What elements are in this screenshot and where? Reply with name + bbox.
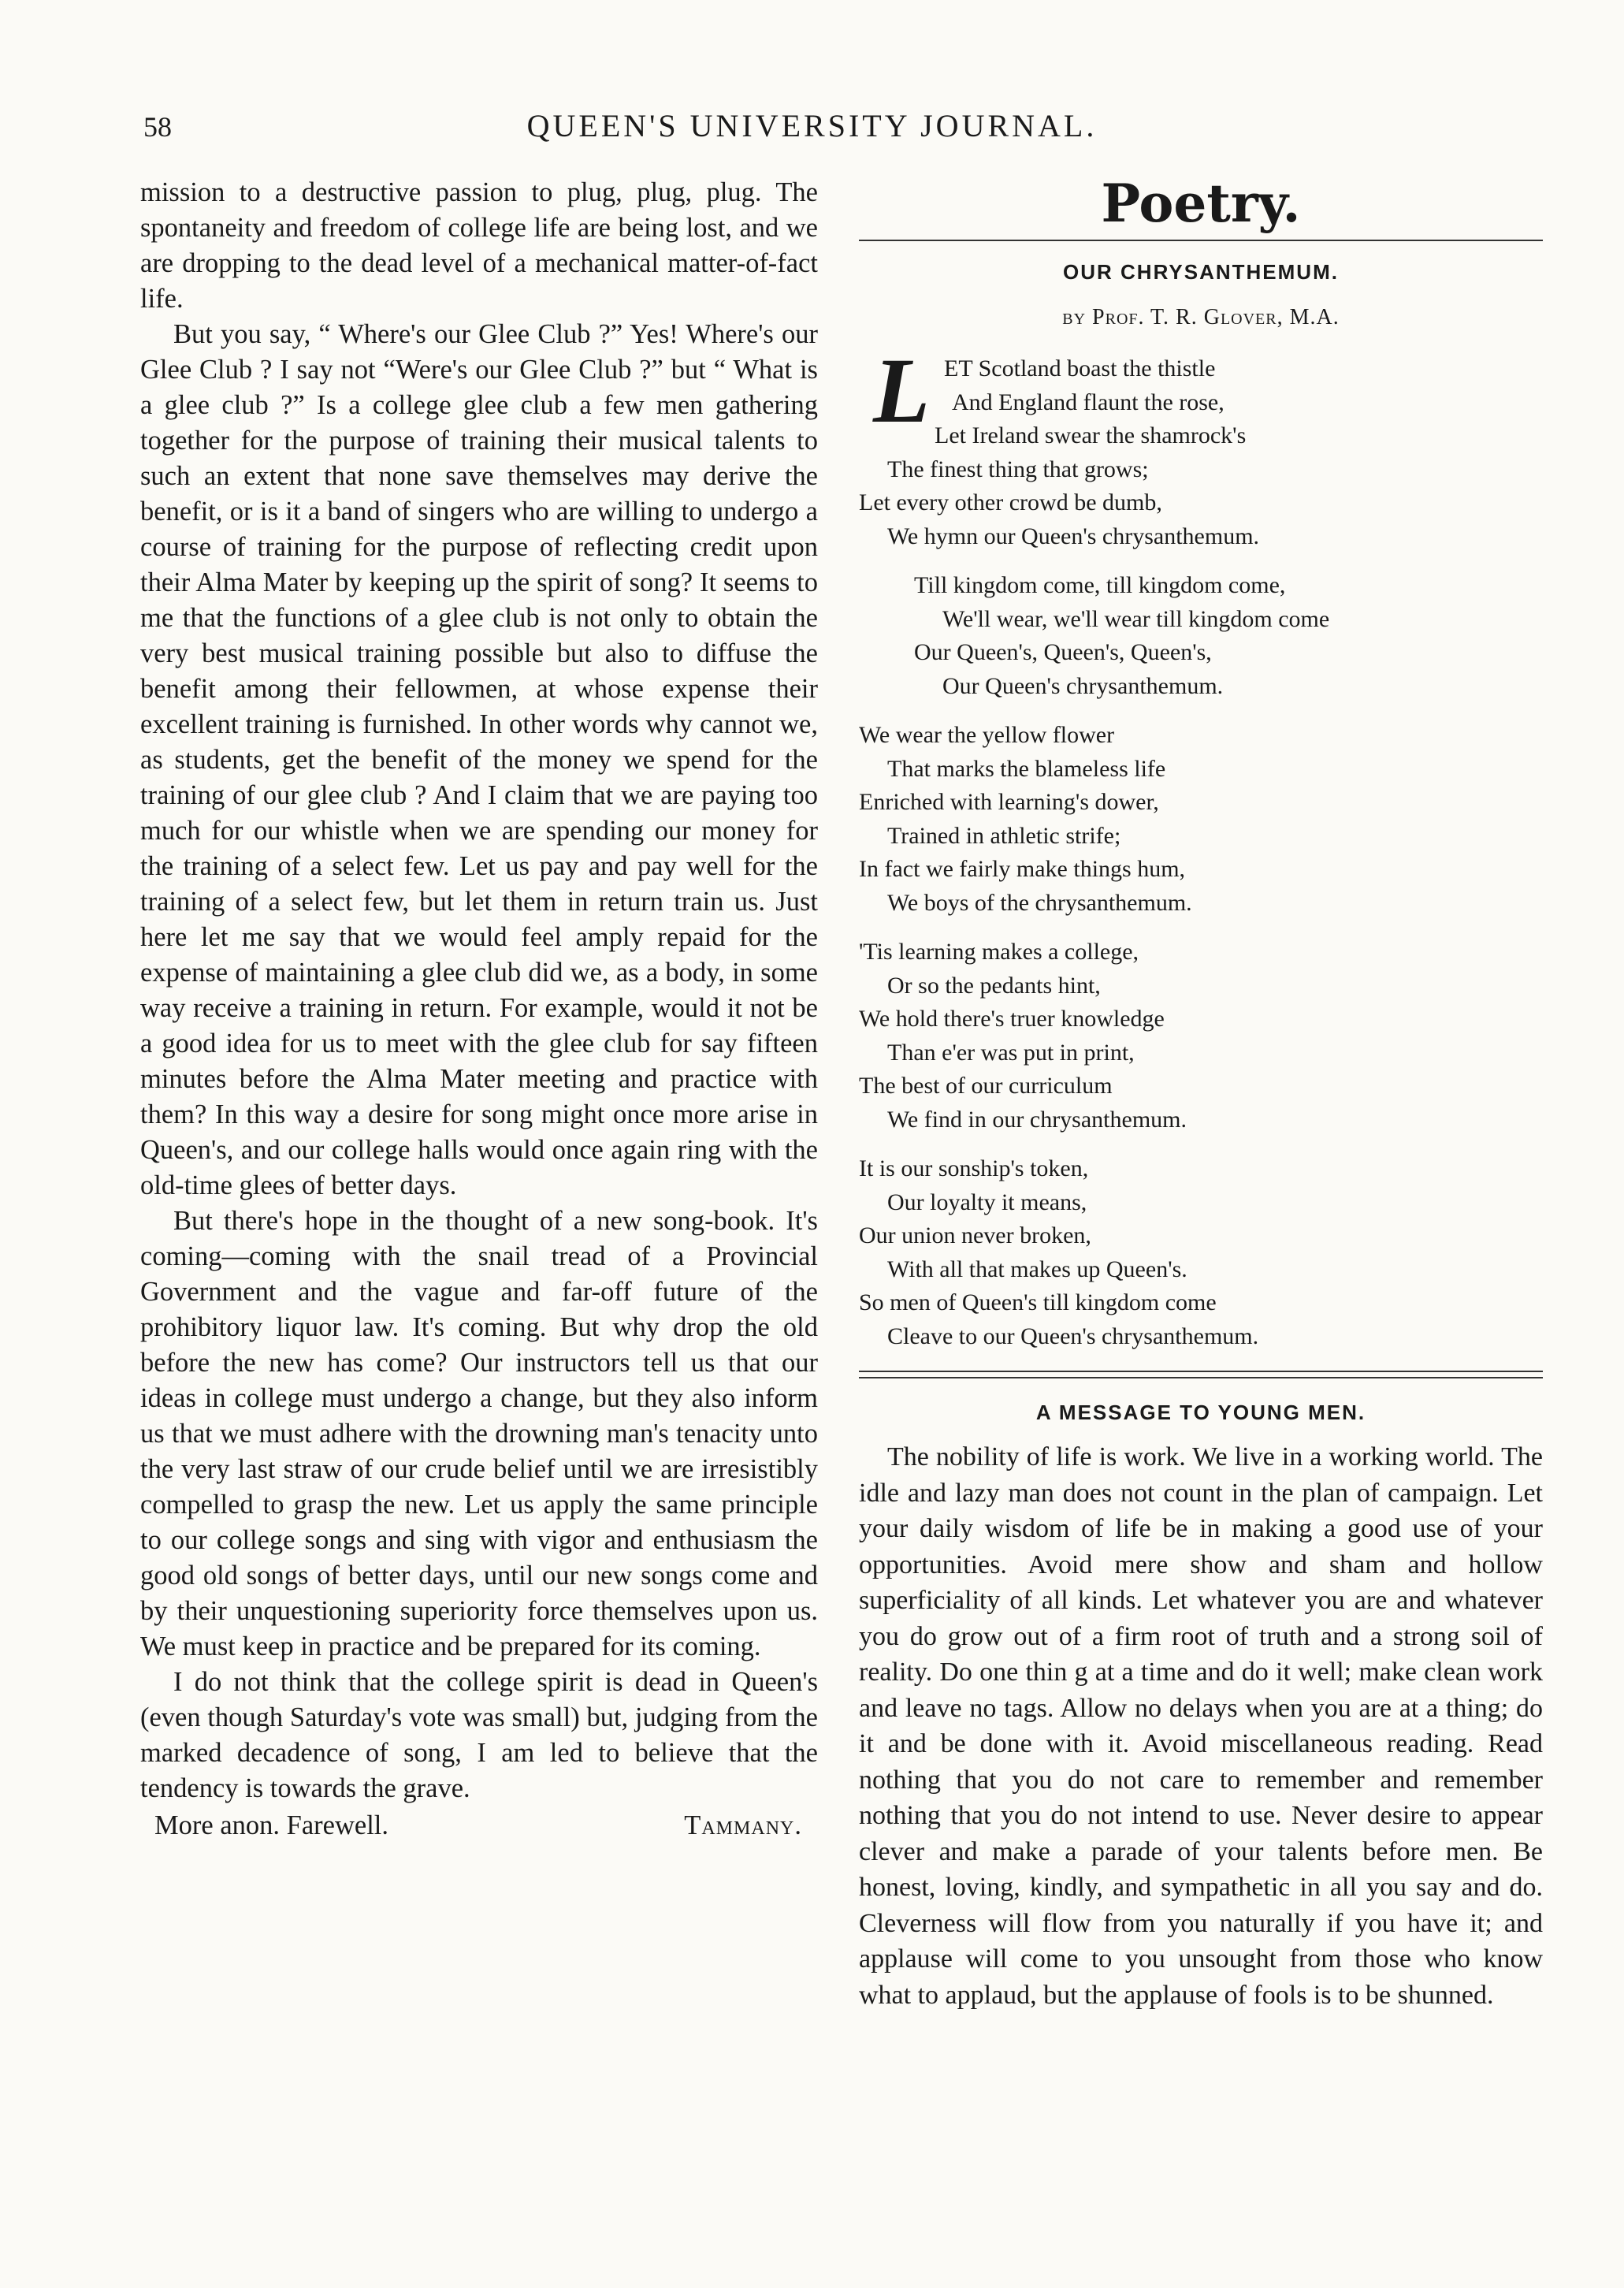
poem-line: We hold there's truer knowledge	[859, 1006, 1165, 1032]
journal-title: QUEEN'S UNIVERSITY JOURNAL.	[526, 108, 1098, 143]
poem-line: With all that makes up Queen's.	[887, 1256, 1187, 1282]
poem-line: Our loyalty it means,	[887, 1189, 1087, 1215]
poem-line: The finest thing that grows;	[887, 456, 1149, 482]
left-column	[140, 175, 818, 1843]
closing-text: More anon. Farewell.	[154, 1810, 388, 1840]
poem	[859, 339, 1543, 1353]
poem-line: Our Queen's chrysanthemum.	[942, 672, 1224, 699]
poem-line: And England flaunt the rose,	[952, 389, 1225, 415]
poem-line: So men of Queen's till kingdom come	[859, 1289, 1217, 1315]
stanza	[859, 1152, 1543, 1353]
poem-line: We find in our chrysanthemum.	[887, 1106, 1187, 1133]
page-number: 58	[143, 111, 172, 143]
section-heading: Poetry.	[1101, 173, 1301, 234]
poem-line: We wear the yellow flower	[859, 722, 1115, 748]
article-body: The nobility of life is work. We live in a working world. The idle and lazy man does not count in the plan of campaign. Let your daily wisdom of life be in making a good use of your opportunities. Avoid mere show and sham and hollow superficiality of all kinds. Let whatever you are and whatever you do grow out of a firm root of truth and a strong soil of reality. Do one thin g at a time and do it well; make clean work and leave no tags. Allow no delays when you are at a thing; do it and be done with it. Avoid miscellaneous reading. Read nothing that you do not care to remember and remember nothing that you do not intend to use. Never desire to appear clever and make a parade of your talents before men. Be honest, loving, kindly, and sympathetic in all you say and do. Cleverness will flow from you naturally if you have it; and applause will come to you unsought from those who know what to applaud, but the applause of fools is to be shunned.	[859, 1442, 1543, 2010]
paragraph: But you say, “ Where's our Glee Club ?” Yes! Where's our Glee Club ? I say not “Were's our Glee Club ?” but “ What is a glee club ?” Is a college glee club a few men gathering together for the purpose of training their musical talents to such an extent that none save themselves may derive the benefit, or is it a band of singers who are willing to undergo a course of training for the purpose of reflecting credit upon their Alma Mater by keeping up the spirit of song? It seems to me that the functions of a glee club is not only to obtain the very best musical training possible but also to diffuse the benefit among their fellowmen, at whose expense their excellent training is furnished. In other words why cannot we, as students, get the benefit of the money we spend for the training of our glee club ? And I claim that we are paying too much for our whistle when we are spending our money for the training of a select few. Let us pay and pay well for the training of a select few, but let them in return train us. Just here let me say that we would feel amply repaid for the expense of maintaining a glee club did we, as a body, in some way receive a training in return. For example, would it not be a good idea for us to meet with the glee club for say fifteen minutes before the Alma Mater meeting and practice with them? In this way a desire for song might once more arise in Queen's, and our college halls would once again ring with the old-time glees of better days.	[140, 319, 818, 1200]
poem-line: Trained in athletic strife;	[887, 822, 1121, 849]
poem-line: Cleave to our Queen's chrysanthemum.	[887, 1323, 1259, 1349]
paragraph: mission to a destructive passion to plug, plug, plug. The spontaneity and freedom of college life are being lost, and we are dropping to the dead level of a mechanical matter-of-fact life.	[140, 177, 818, 314]
poem-line: Till kingdom come, till kingdom come,	[914, 572, 1286, 598]
poem-line: 'Tis learning makes a college,	[859, 939, 1139, 965]
drop-cap: L	[873, 339, 931, 442]
poem-line: Let every other crowd be dumb,	[859, 489, 1162, 515]
paragraph: I do not think that the college spirit is dead in Queen's (even though Saturday's vote was small) but, judging from the marked decadence of song, I am led to believe that the tendency is towards the grave.	[140, 1667, 818, 1803]
stanza	[859, 569, 1543, 703]
poem-line: We boys of the chrysanthemum.	[887, 889, 1192, 916]
signoff	[140, 1808, 818, 1843]
poem-title: OUR CHRYSANTHEMUM.	[1063, 260, 1339, 284]
poem-line: The best of our curriculum	[859, 1073, 1113, 1099]
poem-line: Than e'er was put in print,	[887, 1039, 1135, 1066]
stanza	[859, 719, 1543, 920]
stanza	[859, 936, 1543, 1137]
poem-line: Enriched with learning's dower,	[859, 789, 1159, 815]
poem-line: Our Queen's, Queen's, Queen's,	[914, 639, 1212, 665]
poem-byline: by Prof. T. R. Glover, M.A.	[1062, 305, 1340, 329]
poem-line: Our union never broken,	[859, 1222, 1091, 1248]
article-title: A MESSAGE TO YOUNG MEN.	[1035, 1401, 1366, 1424]
signature: Tammany.	[684, 1810, 802, 1840]
stanza	[859, 352, 1543, 553]
poem-line: We hymn our Queen's chrysanthemum.	[887, 523, 1260, 549]
poem-line: In fact we fairly make things hum,	[859, 856, 1186, 882]
poem-line: Or so the pedants hint,	[887, 972, 1101, 999]
double-divider	[859, 1371, 1543, 1378]
divider	[859, 240, 1543, 241]
poem-line: Let Ireland swear the shamrock's	[935, 422, 1247, 448]
right-column	[859, 175, 1543, 2013]
paragraph: But there's hope in the thought of a new song-book. It's coming—coming with the snail tread of a Provincial Government and the vague and far-off future of the prohibitory liquor law. It's coming. But why drop the old before the new has come? Our instructors tell us that our ideas in college must undergo a change, but they also inform us that we must adhere with the drowning man's tenacity unto the very last straw of our crude belief until we are irresistibly compelled to grasp the new. Let us apply the same principle to our college songs and sing with vigor and enthusiasm the good old songs of better days, until our new songs come and by their unquestioning superiority force themselves upon us. We must keep in practice and be prepared for its coming.	[140, 1206, 818, 1661]
poem-line: ET Scotland boast the thistle	[944, 355, 1216, 381]
poem-line: It is our sonship's token,	[859, 1155, 1089, 1181]
poem-line: That marks the blameless life	[887, 755, 1166, 782]
poem-line: We'll wear, we'll wear till kingdom come	[942, 605, 1330, 632]
